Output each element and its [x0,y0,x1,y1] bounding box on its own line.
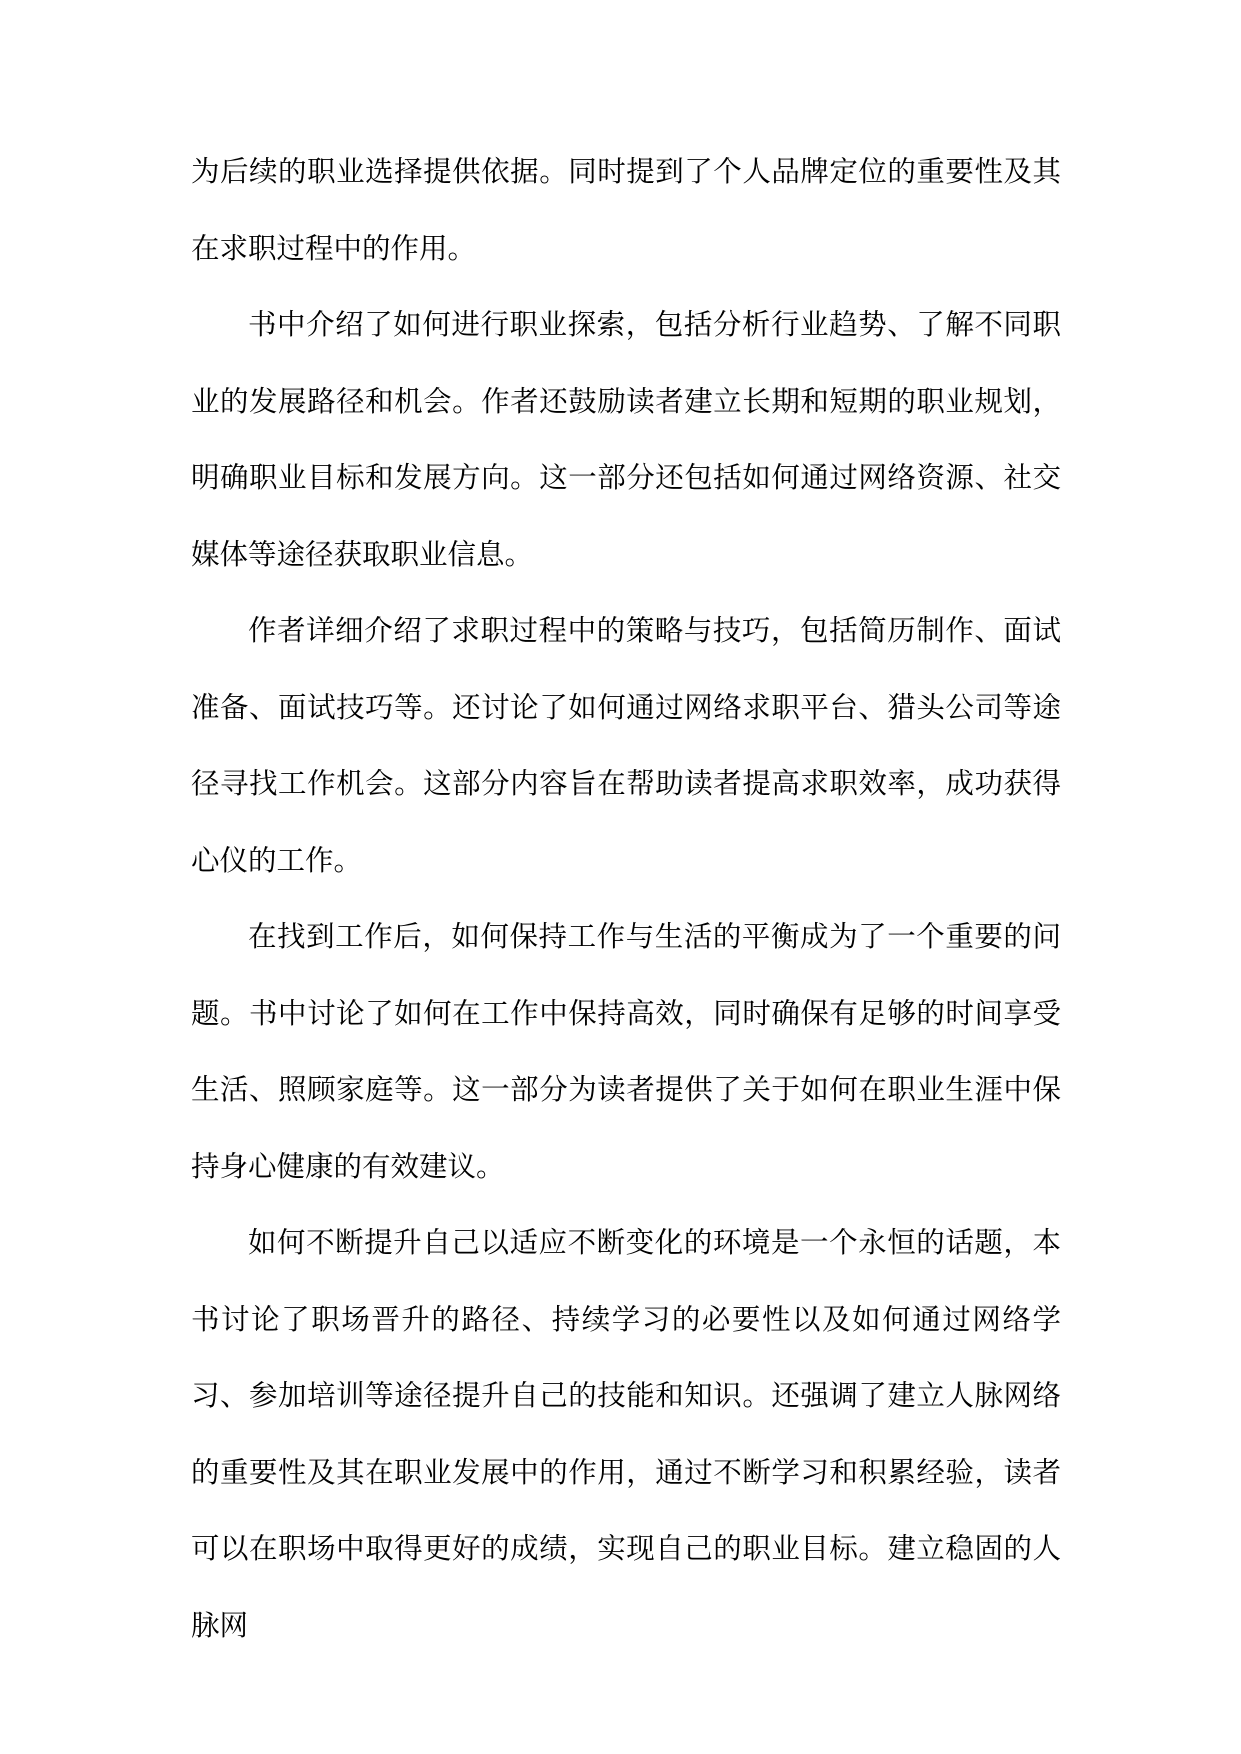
paragraph-career-exploration: 书中介绍了如何进行职业探索，包括分析行业趋势、了解不同职业的发展路径和机会。作者还鼓励读者建立长期和短期的职业规划，明确职业目标和发展方向。这一部分还包括如何通过网络资源、社交媒体等途径获取职业信息。 [191,308,1061,571]
paragraph-self-improvement: 如何不断提升自己以适应不断变化的环境是一个永恒的话题，本书讨论了职场晋升的路径、持续学习的必要性以及如何通过网络学习、参加培训等途径提升自己的技能和知识。还强调了建立人脉网络的重要性及其在职业发展中的作用，通过不断学习和积累经验，读者可以在职场中取得更好的成绩，实现自己的职业目标。建立稳固的人脉网 [191,1226,1061,1642]
paragraph-continuation: 为后续的职业选择提供依据。同时提到了个人品牌定位的重要性及其在求职过程中的作用。 [191,155,1061,265]
document-body [191,134,1061,1664]
paragraph-job-search-strategy: 作者详细介绍了求职过程中的策略与技巧，包括简历制作、面试准备、面试技巧等。还讨论了如何通过网络求职平台、猎头公司等途径寻找工作机会。这部分内容旨在帮助读者提高求职效率，成功获得心仪的工作。 [191,614,1061,877]
paragraph-work-life-balance: 在找到工作后，如何保持工作与生活的平衡成为了一个重要的问题。书中讨论了如何在工作中保持高效，同时确保有足够的时间享受生活、照顾家庭等。这一部分为读者提供了关于如何在职业生涯中保持身心健康的有效建议。 [191,920,1061,1183]
